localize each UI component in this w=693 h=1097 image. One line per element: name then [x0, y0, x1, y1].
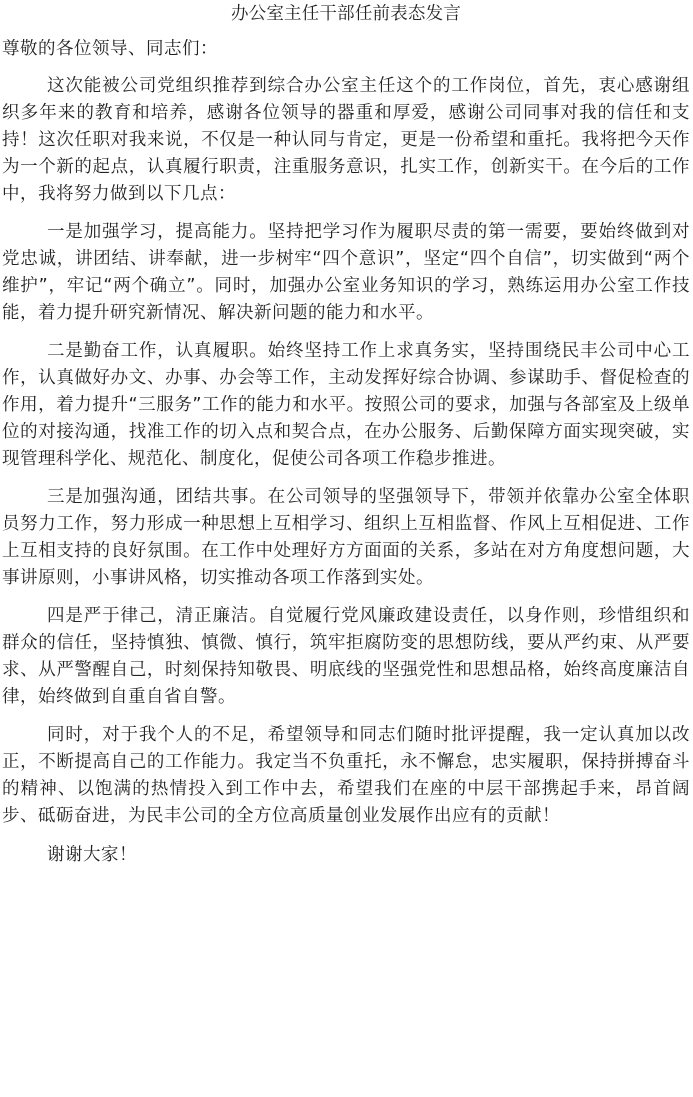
paragraph-point-one: 一是加强学习，提高能力。坚持把学习作为履职尽责的第一需要，要始终做到对党忠诚，讲团结、讲奉献，进一步树牢“四个意识”，坚定“四个自信”，切实做到“两个维护”，牢记“两个确立”。同时，加强办公室业务知识的学习，熟练运用办公室工作技能，着力提升研究新情况、解决新问题的能力和水平。 [2, 222, 690, 323]
document-title: 办公室主任干部任前表态发言 [230, 4, 462, 24]
greeting-line: 尊敬的各位领导、同志们： [2, 39, 218, 59]
paragraph-point-three: 三是加强沟通，团结共事。在公司领导的坚强领导下，带领并依靠办公室全体职员努力工作，努力形成一种思想上互相学习、组织上互相监督、作风上互相促进、工作上互相支持的良好氛围。在工作中处理好方方面面的关系，多站在对方角度想问题，大事讲原则，小事讲风格，切实推动各项工作落到实处。 [2, 487, 690, 588]
paragraph-conclusion: 同时，对于我个人的不足，希望领导和同志们随时批评提醒，我一定认真加以改正，不断提高自己的工作能力。我定当不负重托，永不懈怠，忠实履职，保持拼搏奋斗的精神、以饱满的热情投入到工作中去，希望我们在座的中层干部携起手来，昂首阔步、砥砺奋进，为民丰公司的全方位高质量创业发展作出应有的贡献！ [2, 725, 690, 826]
paragraph-point-two: 二是勤奋工作，认真履职。始终坚持工作上求真务实，坚持围绕民丰公司中心工作，认真做好办文、办事、办会等工作，主动发挥好综合协调、参谋助手、督促检查的作用，着力提升“三服务”工作的能力和水平。按照公司的要求，加强与各部室及上级单位的对接沟通，找准工作的切入点和契合点，在办公服务、后勤保障方面实现突破，实现管理科学化、规范化、制度化，促使公司各项工作稳步推进。 [2, 341, 690, 469]
closing-thanks: 谢谢大家！ [47, 845, 137, 865]
paragraph-point-four: 四是严于律己，清正廉洁。自觉履行党风廉政建设责任，以身作则，珍惜组织和群众的信任，坚持慎独、慎微、慎行，筑牢拒腐防变的思想防线，要从严约束、从严要求、从严警醒自己，时刻保持知敬畏、明底线的坚强党性和思想品格，始终高度廉洁自律，始终做到自重自省自警。 [2, 606, 690, 707]
paragraph-intro: 这次能被公司党组织推荐到综合办公室主任这个的工作岗位，首先，衷心感谢组织多年来的教育和培养，感谢各位领导的器重和厚爱，感谢公司同事对我的信任和支持！这次任职对我来说，不仅是一种认同与肯定，更是一份希望和重托。我将把今天作为一个新的起点，认真履行职责，注重服务意识，扎实工作，创新实干。在今后的工作中，我将努力做到以下几点： [2, 76, 690, 204]
